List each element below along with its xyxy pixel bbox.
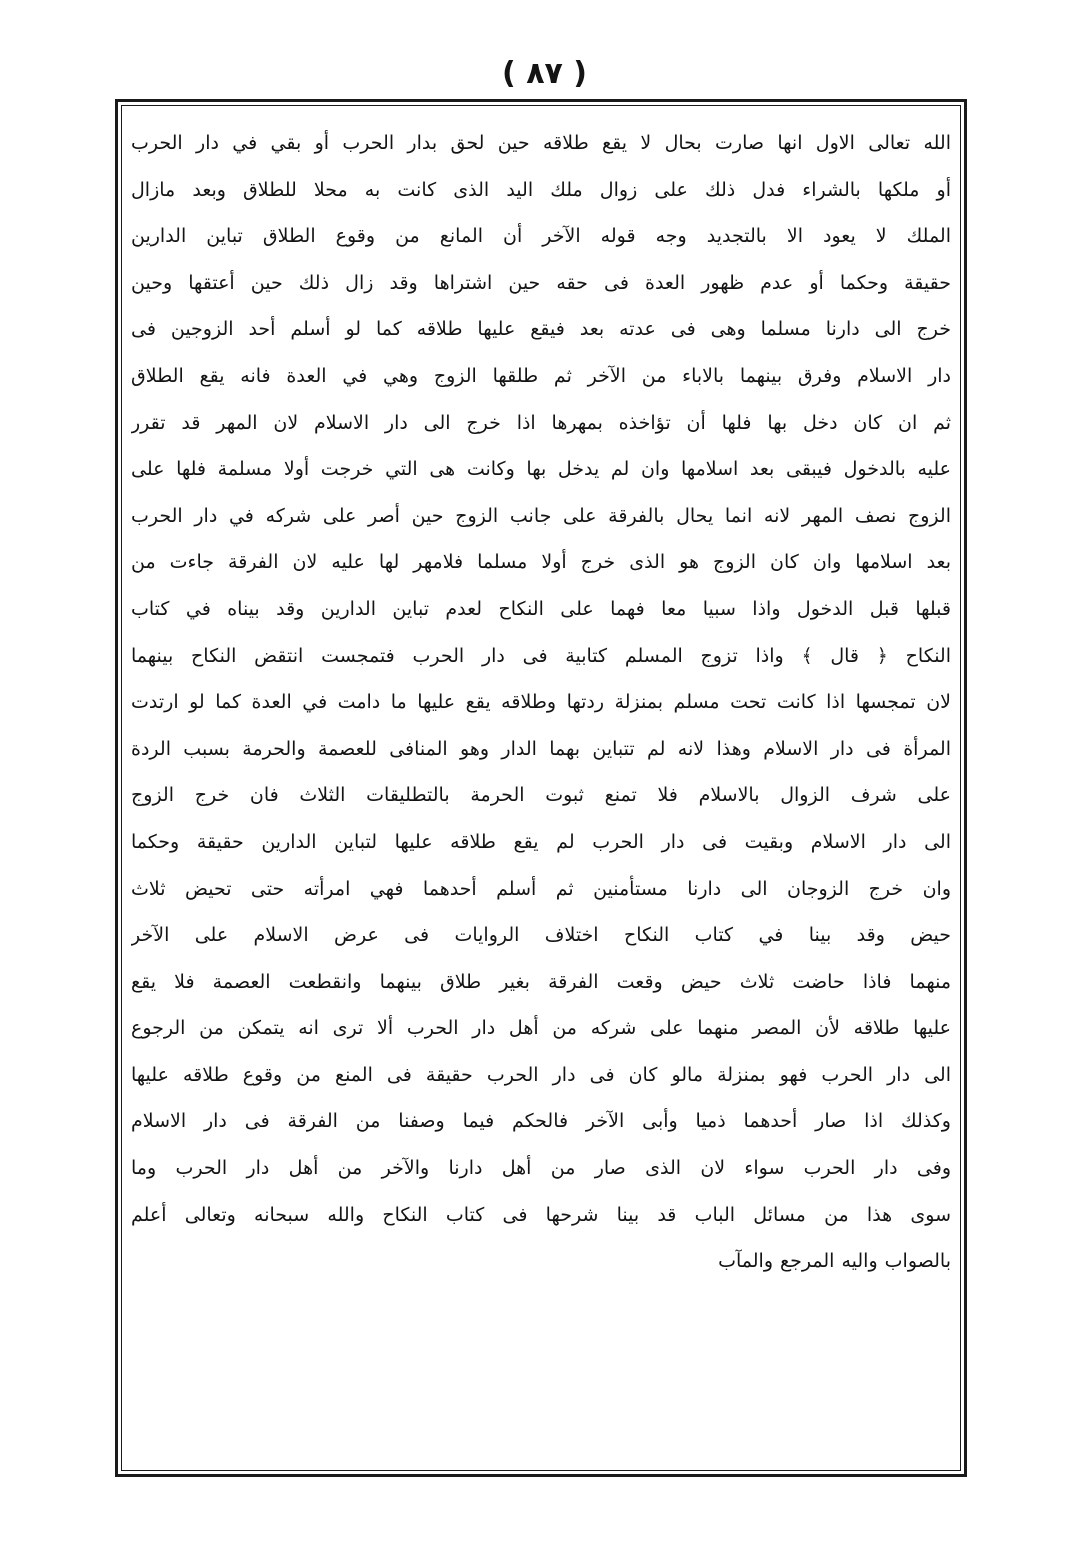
text-line: عليها طلاقه لأن المصر منهما على شركه من أهل دار الحرب ألا ترى انه يتمكن من الرجوع <box>131 1017 951 1040</box>
text-line: الى دار الحرب فهو بمنزلة مالو كان فى دار الحرب حقيقة فى المنع من وقوع طلاقه عليها <box>131 1063 951 1086</box>
text-line: على شرف الزوال بالاسلام فلا تمنع ثبوت الحرمة بالتطليقات الثلاث فان خرج الزوج <box>131 784 951 807</box>
text-line: المرأة فى دار الاسلام وهذا لانه لم تتباين بهما الدار وهو المنافى للعصمة والحرمة بسبب الردة <box>131 737 951 760</box>
text-line: ثم ان كان دخل بها فلها أن تؤاخذه بمهرها اذا خرج الى دار الاسلام لان المهر قد تقرر <box>131 411 951 434</box>
text-line: وفى دار الحرب سواء لان الذى صار من أهل دارنا والآخر من أهل دار الحرب وما <box>131 1157 951 1180</box>
text-line: دار الاسلام وفرق بينهما بالاباء من الآخر ثم طلقها الزوج وهي في العدة فانه يقع الطلاق <box>131 364 951 387</box>
text-line: بعد اسلامها وان كان الزوج هو الذى خرج أولا مسلما فلامهر لها عليه لان الفرقة جاءت من <box>131 551 951 574</box>
text-line: حيض وقد بينا في كتاب النكاح اختلاف الروايات فى عرض الاسلام على الآخر <box>131 924 951 947</box>
text-line: وكذلك اذا صار أحدهما ذميا وأبى الآخر فالحكم فيما وصفنا من الفرقة فى دار الاسلام <box>131 1110 951 1133</box>
text-line: الله تعالى الاول انها صارت بحال لا يقع طلاقه حين لحق بدار الحرب أو بقي في دار الحرب <box>131 132 951 154</box>
text-line: حقيقة وحكما أو عدم ظهور العدة فى حقه حين اشتراها وقد زال ذلك حين أعتقها وحين <box>131 271 951 294</box>
text-line: وان خرج الزوجان الى دارنا مستأمنين ثم أسلم أحدهما فهي امرأته حتى تحيض ثلاث <box>131 877 951 900</box>
text-line: منهما فاذا حاضت ثلاث حيض وقعت الفرقة بغير طلاق بينهما وانقطعت العصمة فلا يقع <box>131 970 951 993</box>
text-line: عليه بالدخول فيبقى بعد اسلامها وان لم يدخل بها وكانت هى التي خرجت أولا مسلمة فلها على <box>131 458 951 481</box>
body-text <box>131 120 951 1460</box>
text-line: الملك لا يعود الا بالتجديد وجه قوله الآخر أن المانع من وقوع الطلاق تباين الدارين <box>131 225 951 248</box>
text-line: الى دار الاسلام وبقيت فى دار الحرب لم يقع طلاقه عليها لتباين الدارين حقيقة وحكما <box>131 830 951 853</box>
text-line: النكاح ﴿ قال ﴾ واذا تزوج المسلم كتابية فى دار الحرب فتمجست انتقض النكاح بينهما <box>131 644 951 667</box>
text-line: سوى هذا من مسائل الباب قد بينا شرحها فى كتاب النكاح والله سبحانه وتعالى أعلم <box>131 1203 951 1226</box>
text-line: لان تمجسها اذا كانت تحت مسلم بمنزلة ردتها وطلاقه يقع عليها ما دامت في العدة كما لو ارتدت <box>131 691 951 714</box>
text-line: قبلها قبل الدخول واذا سبيا معا فهما على النكاح لعدم تباين الدارين وقد بيناه في كتاب <box>131 597 951 620</box>
text-line: خرج الى دارنا مسلما وهى فى عدته بعد فيقع عليها طلاقه كما لو أسلم أحد الزوجين فى <box>131 318 951 341</box>
text-line: أو ملكها بالشراء فدل ذلك على زوال ملك اليد الذى كانت به محلا للطلاق وبعد مازال <box>131 178 951 201</box>
text-line: الزوج نصف المهر لانه انما يحال بالفرقة على جانب الزوج حين أصر على شركه في دار الحرب <box>131 504 951 527</box>
text-line: بالصواب واليه المرجع والمآب <box>718 1250 951 1273</box>
page-number: ( ٨٧ ) <box>502 56 587 91</box>
